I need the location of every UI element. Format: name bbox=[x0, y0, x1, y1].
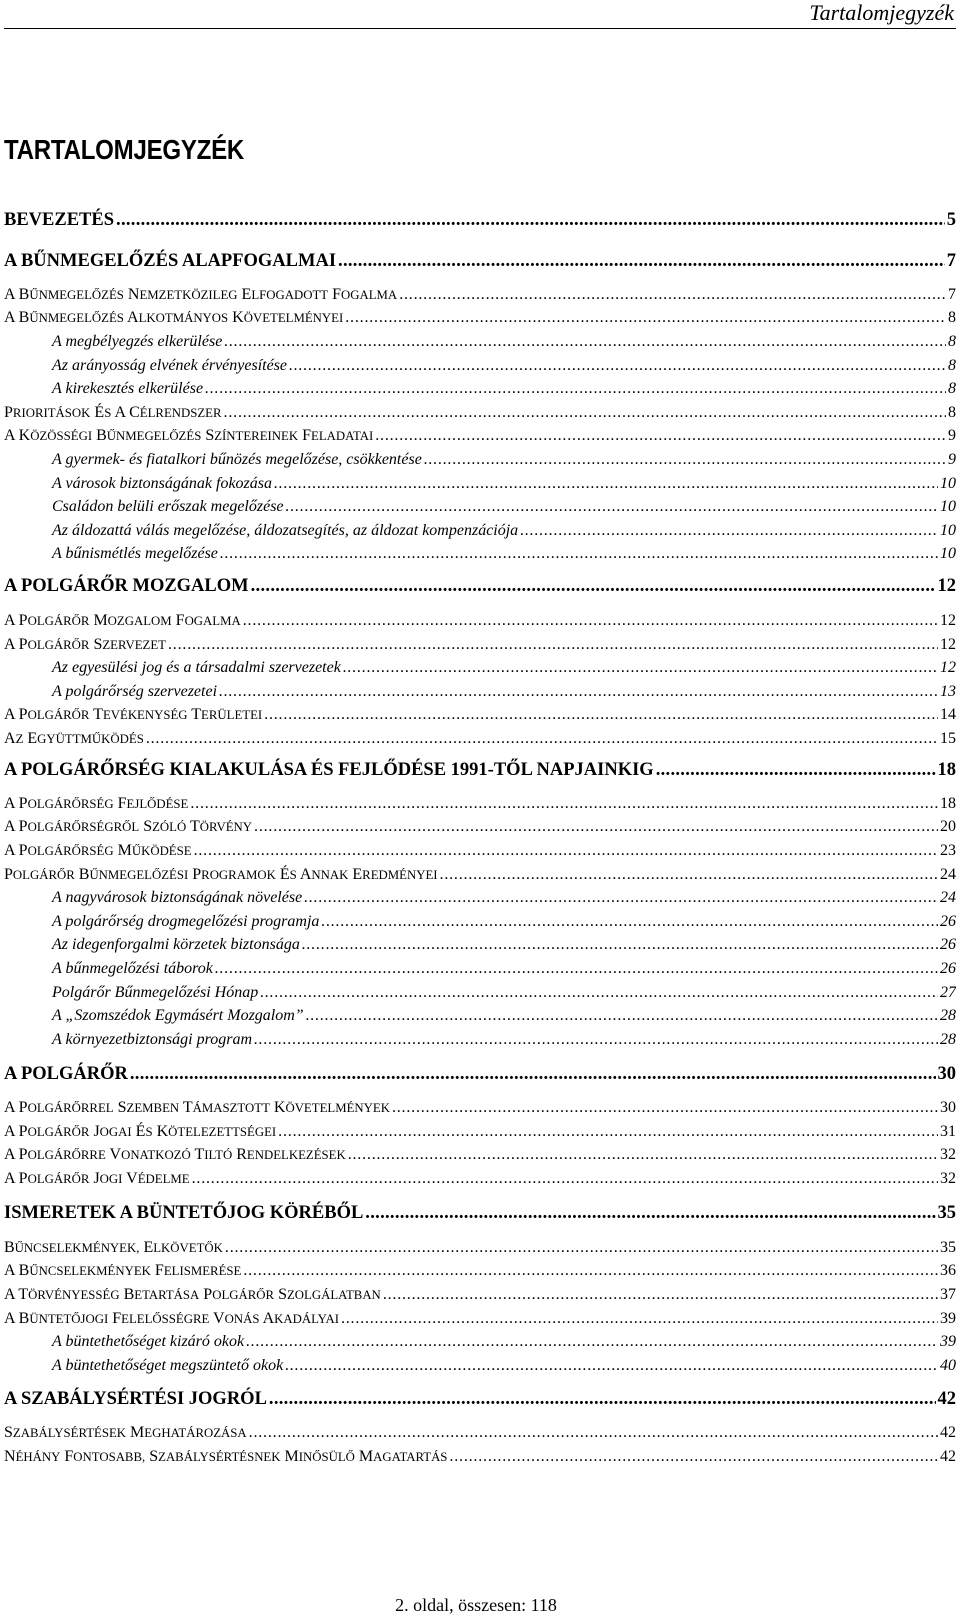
toc-entry-title: A megbélyegzés elkerülése bbox=[52, 333, 223, 350]
dot-leader bbox=[194, 839, 938, 863]
toc-entry[interactable] bbox=[4, 542, 956, 566]
toc-entry[interactable] bbox=[4, 519, 956, 543]
toc-entry-title: A KÖZÖSSÉGI BŰNMEGELŐZÉS SZÍNTEREINEK FELADATAI bbox=[4, 427, 374, 444]
toc-entry[interactable] bbox=[4, 703, 956, 727]
toc-entry-page: 26 bbox=[940, 936, 956, 953]
dot-leader bbox=[225, 1236, 938, 1260]
toc-entry[interactable] bbox=[4, 1236, 956, 1260]
toc-entry-title: AZ EGYÜTTMŰKÖDÉS bbox=[4, 730, 144, 747]
toc-entry-title: Az arányosság elvének érvényesítése bbox=[52, 357, 288, 374]
toc-entry-title: BŰNCSELEKMÉNYEK, ELKÖVETŐK bbox=[4, 1239, 223, 1256]
toc-entry-page: 12 bbox=[937, 576, 956, 596]
toc-entry-title: Családon belüli erőszak megelőzése bbox=[52, 498, 284, 515]
toc-entry[interactable] bbox=[4, 758, 956, 782]
toc-entry[interactable] bbox=[4, 574, 956, 598]
toc-entry[interactable] bbox=[4, 633, 956, 657]
toc-entry-page: 8 bbox=[948, 404, 956, 421]
dot-leader bbox=[243, 1259, 938, 1283]
toc-entry-page: 8 bbox=[948, 380, 956, 397]
toc-entry-title: A POLGÁRŐR MOZGALOM FOGALMA bbox=[4, 612, 241, 629]
toc-entry-page: 7 bbox=[946, 251, 956, 271]
toc-entry-title: A kirekesztés elkerülése bbox=[52, 380, 204, 397]
dot-leader bbox=[219, 680, 938, 704]
toc-entry-title: A „Szomszédok Egymásért Mozgalom” bbox=[52, 1007, 304, 1024]
dot-leader bbox=[424, 448, 946, 472]
toc-entry[interactable] bbox=[4, 495, 956, 519]
toc-entry[interactable] bbox=[4, 1167, 956, 1191]
toc-entry-title: A BŰNCSELEKMÉNYEK FELISMERÉSE bbox=[4, 1262, 242, 1279]
dot-leader bbox=[304, 886, 938, 910]
toc-entry-page: 13 bbox=[940, 683, 956, 700]
dot-leader bbox=[345, 306, 946, 330]
toc-entry[interactable] bbox=[4, 472, 956, 496]
toc-entry[interactable] bbox=[4, 981, 956, 1005]
dot-leader bbox=[192, 1167, 938, 1191]
toc-entry-page: 10 bbox=[940, 522, 956, 539]
toc-entry[interactable] bbox=[4, 792, 956, 816]
toc-entry[interactable] bbox=[4, 656, 956, 680]
page-number-label: 2. oldal, összesen: 118 bbox=[395, 1595, 557, 1615]
toc-entry-page: 35 bbox=[940, 1239, 956, 1256]
toc-entry-page: 9 bbox=[948, 451, 956, 468]
dot-leader bbox=[520, 519, 938, 543]
dot-leader bbox=[286, 495, 938, 519]
toc-entry-title: A TÖRVÉNYESSÉG BETARTÁSA POLGÁRŐR SZOLGÁLATBAN bbox=[4, 1286, 381, 1303]
toc-entry[interactable] bbox=[4, 680, 956, 704]
toc-entry-page: 8 bbox=[948, 333, 956, 350]
toc-entry-page: 31 bbox=[940, 1123, 956, 1140]
toc-entry[interactable] bbox=[4, 1062, 956, 1086]
dot-leader bbox=[321, 910, 938, 934]
dot-leader bbox=[224, 330, 946, 354]
dot-leader bbox=[278, 1120, 938, 1144]
dot-leader bbox=[249, 1421, 938, 1445]
dot-leader bbox=[343, 656, 938, 680]
toc-entry[interactable] bbox=[4, 1354, 956, 1378]
toc-entry[interactable] bbox=[4, 306, 956, 330]
toc-entry[interactable] bbox=[4, 933, 956, 957]
toc-entry-page: 39 bbox=[940, 1310, 956, 1327]
toc-entry-title: A bűnismétlés megelőzése bbox=[52, 545, 218, 562]
dot-leader bbox=[246, 1330, 938, 1354]
toc-entry-title: Az idegenforgalmi körzetek biztonsága bbox=[52, 936, 300, 953]
toc-entry-title: A POLGÁRŐR JOGI VÉDELME bbox=[4, 1170, 190, 1187]
toc-entry[interactable] bbox=[4, 401, 956, 425]
dot-leader bbox=[220, 542, 938, 566]
toc-entry-title: A polgárőrség szervezetei bbox=[52, 683, 218, 700]
toc-entry-title: A POLGÁRŐR JOGAI ÉS KÖTELEZETTSÉGEI bbox=[4, 1123, 277, 1140]
toc-entry-page: 10 bbox=[940, 475, 956, 492]
toc-entry[interactable] bbox=[4, 283, 956, 307]
dot-leader bbox=[274, 472, 938, 496]
toc-entry[interactable] bbox=[4, 1028, 956, 1052]
dot-leader bbox=[215, 957, 938, 981]
toc-entry-title: A SZABÁLYSÉRTÉSI JOGRÓL bbox=[4, 1389, 267, 1409]
toc-entry[interactable] bbox=[4, 1330, 956, 1354]
toc-entry-title: A polgárőrség drogmegelőzési programja bbox=[52, 913, 320, 930]
dot-leader bbox=[306, 1004, 938, 1028]
toc-entry-page: 20 bbox=[940, 818, 956, 835]
toc-entry-title: A bűnmegelőzési táborok bbox=[52, 960, 213, 977]
toc-entry-page: 18 bbox=[940, 795, 956, 812]
toc-entry-page: 24 bbox=[940, 866, 956, 883]
toc-entry-page: 30 bbox=[940, 1099, 956, 1116]
toc-entry-title: A BŰNMEGELŐZÉS NEMZETKÖZILEG ELFOGADOTT FOGALMA bbox=[4, 286, 398, 303]
dot-leader bbox=[348, 1143, 938, 1167]
toc-entry-title: PRIORITÁSOK ÉS A CÉLRENDSZER bbox=[4, 404, 222, 421]
toc-entry[interactable] bbox=[4, 1307, 956, 1331]
dot-leader bbox=[116, 208, 945, 232]
toc-entry-page: 36 bbox=[940, 1262, 956, 1279]
dot-leader bbox=[392, 1096, 938, 1120]
toc-entry-page: 42 bbox=[940, 1448, 956, 1465]
toc-entry-title: BEVEZETÉS bbox=[4, 210, 115, 230]
toc-entry-title: A POLGÁRŐRRE VONATKOZÓ TILTÓ RENDELKEZÉSEK bbox=[4, 1146, 346, 1163]
dot-leader bbox=[168, 633, 938, 657]
toc-entry[interactable] bbox=[4, 377, 956, 401]
toc-entry[interactable] bbox=[4, 886, 956, 910]
toc-entry[interactable] bbox=[4, 609, 956, 633]
toc-entry[interactable] bbox=[4, 1143, 956, 1167]
toc-entry-page: 18 bbox=[937, 760, 956, 780]
toc-entry-title: A POLGÁRŐR bbox=[4, 1064, 128, 1084]
dot-leader bbox=[264, 703, 938, 727]
toc-entry-page: 42 bbox=[937, 1389, 956, 1409]
toc-entry[interactable] bbox=[4, 249, 956, 273]
toc-entry-page: 37 bbox=[940, 1286, 956, 1303]
dot-leader bbox=[285, 1354, 938, 1378]
toc-entry[interactable] bbox=[4, 727, 956, 751]
toc-entry[interactable] bbox=[4, 863, 956, 887]
toc-entry-title: POLGÁRŐR BŰNMEGELŐZÉSI PROGRAMOK ÉS ANNAK EREDMÉNYEI bbox=[4, 866, 438, 883]
toc-entry[interactable] bbox=[4, 1421, 956, 1445]
dot-leader bbox=[365, 1201, 935, 1225]
toc-entry-page: 10 bbox=[940, 498, 956, 515]
dot-leader bbox=[341, 1307, 938, 1331]
toc-entry-page: 32 bbox=[940, 1146, 956, 1163]
toc-entry-title: A POLGÁRŐRSÉG KIALAKULÁSA ÉS FEJLŐDÉSE 1991-TŐL NAPJAINKIG bbox=[4, 760, 654, 780]
toc-entry-title: A POLGÁRŐRSÉG FEJLŐDÉSE bbox=[4, 795, 189, 812]
toc-entry-page: 9 bbox=[948, 427, 956, 444]
toc-entry-page: 23 bbox=[940, 842, 956, 859]
dot-leader bbox=[130, 1062, 936, 1086]
running-header: Tartalomjegyzék bbox=[809, 0, 954, 25]
toc-entry-page: 28 bbox=[940, 1031, 956, 1048]
toc-entry[interactable] bbox=[4, 1387, 956, 1411]
toc-entry-page: 30 bbox=[937, 1064, 956, 1084]
toc-entry-page: 12 bbox=[940, 659, 956, 676]
dot-leader bbox=[289, 354, 946, 378]
toc-entry-page: 14 bbox=[940, 706, 956, 723]
dot-leader bbox=[251, 574, 936, 598]
dot-leader bbox=[260, 981, 938, 1005]
toc-entry[interactable] bbox=[4, 815, 956, 839]
toc-entry-page: 12 bbox=[940, 612, 956, 629]
toc-entry-page: 15 bbox=[940, 730, 956, 747]
dot-leader bbox=[440, 863, 938, 887]
dot-leader bbox=[449, 1445, 938, 1469]
toc-entry-title: A gyermek- és fiatalkori bűnözés megelőzése, csökkentése bbox=[52, 451, 422, 468]
toc-entry[interactable] bbox=[4, 910, 956, 934]
toc-entry-page: 24 bbox=[940, 889, 956, 906]
toc-entry-page: 39 bbox=[940, 1333, 956, 1350]
toc-entry-page: 10 bbox=[940, 545, 956, 562]
toc-entry[interactable] bbox=[4, 448, 956, 472]
toc-entry-title: ISMERETEK A BÜNTETŐJOG KÖRÉBŐL bbox=[4, 1203, 364, 1223]
toc-entry-title: A POLGÁRŐRREL SZEMBEN TÁMASZTOTT KÖVETELMÉNYEK bbox=[4, 1099, 390, 1116]
toc-entry-title: A BŰNMEGELŐZÉS ALKOTMÁNYOS KÖVETELMÉNYEI bbox=[4, 309, 344, 326]
toc-title: TARTALOMJEGYZÉK bbox=[4, 134, 245, 165]
toc-entry-title: Az egyesülési jog és a társadalmi szervezetek bbox=[52, 659, 341, 676]
dot-leader bbox=[383, 1283, 938, 1307]
dot-leader bbox=[224, 401, 946, 425]
toc-entry-page: 35 bbox=[937, 1203, 956, 1223]
dot-leader bbox=[656, 758, 936, 782]
toc-entry-title: A büntethetőséget kizáró okok bbox=[52, 1333, 245, 1350]
toc-entry-title: A városok biztonságának fokozása bbox=[52, 475, 272, 492]
toc-entry-title: A nagyvárosok biztonságának növelése bbox=[52, 889, 303, 906]
page-footer bbox=[0, 1595, 960, 1616]
dot-leader bbox=[205, 377, 946, 401]
toc-entry-page: 8 bbox=[948, 309, 956, 326]
toc-entry-title: Polgárőr Bűnmegelőzési Hónap bbox=[52, 984, 259, 1001]
toc-entry[interactable] bbox=[4, 1096, 956, 1120]
dot-leader bbox=[338, 249, 945, 273]
toc-entry[interactable] bbox=[4, 1201, 956, 1225]
toc-entry-title: A BŰNMEGELŐZÉS ALAPFOGALMAI bbox=[4, 251, 337, 271]
toc-entry[interactable] bbox=[4, 424, 956, 448]
toc-entry[interactable] bbox=[4, 957, 956, 981]
toc-entry[interactable] bbox=[4, 1283, 956, 1307]
toc-entry-page: 32 bbox=[940, 1170, 956, 1187]
toc-entry-title: Az áldozattá válás megelőzése, áldozatsegítés, az áldozat kompenzációja bbox=[52, 522, 519, 539]
dot-leader bbox=[302, 933, 938, 957]
toc-entry[interactable] bbox=[4, 354, 956, 378]
toc-entry-title: A POLGÁRŐR MOZGALOM bbox=[4, 576, 249, 596]
toc-entry-title: A BÜNTETŐJOGI FELELŐSSÉGRE VONÁS AKADÁLYAI bbox=[4, 1310, 339, 1327]
toc-entry-page: 8 bbox=[948, 357, 956, 374]
dot-leader bbox=[254, 815, 938, 839]
toc-entry-title: A POLGÁRŐRSÉGRŐL SZÓLÓ TÖRVÉNY bbox=[4, 818, 253, 835]
toc-entry-page: 28 bbox=[940, 1007, 956, 1024]
toc-entry[interactable] bbox=[4, 1004, 956, 1028]
toc-entry-title: NÉHÁNY FONTOSABB, SZABÁLYSÉRTÉSNEK MINŐSÜLŐ MAGATARTÁS bbox=[4, 1448, 448, 1465]
toc-entry-page: 12 bbox=[940, 636, 956, 653]
dot-leader bbox=[190, 792, 938, 816]
toc-entry-page: 26 bbox=[940, 960, 956, 977]
toc-entry[interactable] bbox=[4, 208, 956, 232]
dot-leader bbox=[399, 283, 946, 307]
toc-entry-title: A POLGÁRŐR SZERVEZET bbox=[4, 636, 166, 653]
toc-entry[interactable] bbox=[4, 1120, 956, 1144]
toc-entry-page: 7 bbox=[948, 286, 956, 303]
dot-leader bbox=[146, 727, 938, 751]
toc-entry-page: 42 bbox=[940, 1424, 956, 1441]
toc-entry[interactable] bbox=[4, 1259, 956, 1283]
toc-entry-title: A környezetbiztonsági program bbox=[52, 1031, 252, 1048]
toc-entry[interactable] bbox=[4, 839, 956, 863]
dot-leader bbox=[375, 424, 946, 448]
dot-leader bbox=[269, 1387, 936, 1411]
toc-entry-title: A POLGÁRŐR TEVÉKENYSÉG TERÜLETEI bbox=[4, 706, 263, 723]
toc-entry-title: A büntethetőséget megszüntető okok bbox=[52, 1357, 284, 1374]
dot-leader bbox=[254, 1028, 938, 1052]
toc-entry-page: 5 bbox=[946, 210, 956, 230]
toc-entry-title: SZABÁLYSÉRTÉSEK MEGHATÁROZÁSA bbox=[4, 1424, 247, 1441]
toc-entry-page: 26 bbox=[940, 913, 956, 930]
toc-entry[interactable] bbox=[4, 330, 956, 354]
toc-entry-title: A POLGÁRŐRSÉG MŰKÖDÉSE bbox=[4, 842, 192, 859]
toc-entry[interactable] bbox=[4, 1445, 956, 1469]
toc-entry-page: 40 bbox=[940, 1357, 956, 1374]
toc-entry-page: 27 bbox=[940, 984, 956, 1001]
dot-leader bbox=[243, 609, 938, 633]
